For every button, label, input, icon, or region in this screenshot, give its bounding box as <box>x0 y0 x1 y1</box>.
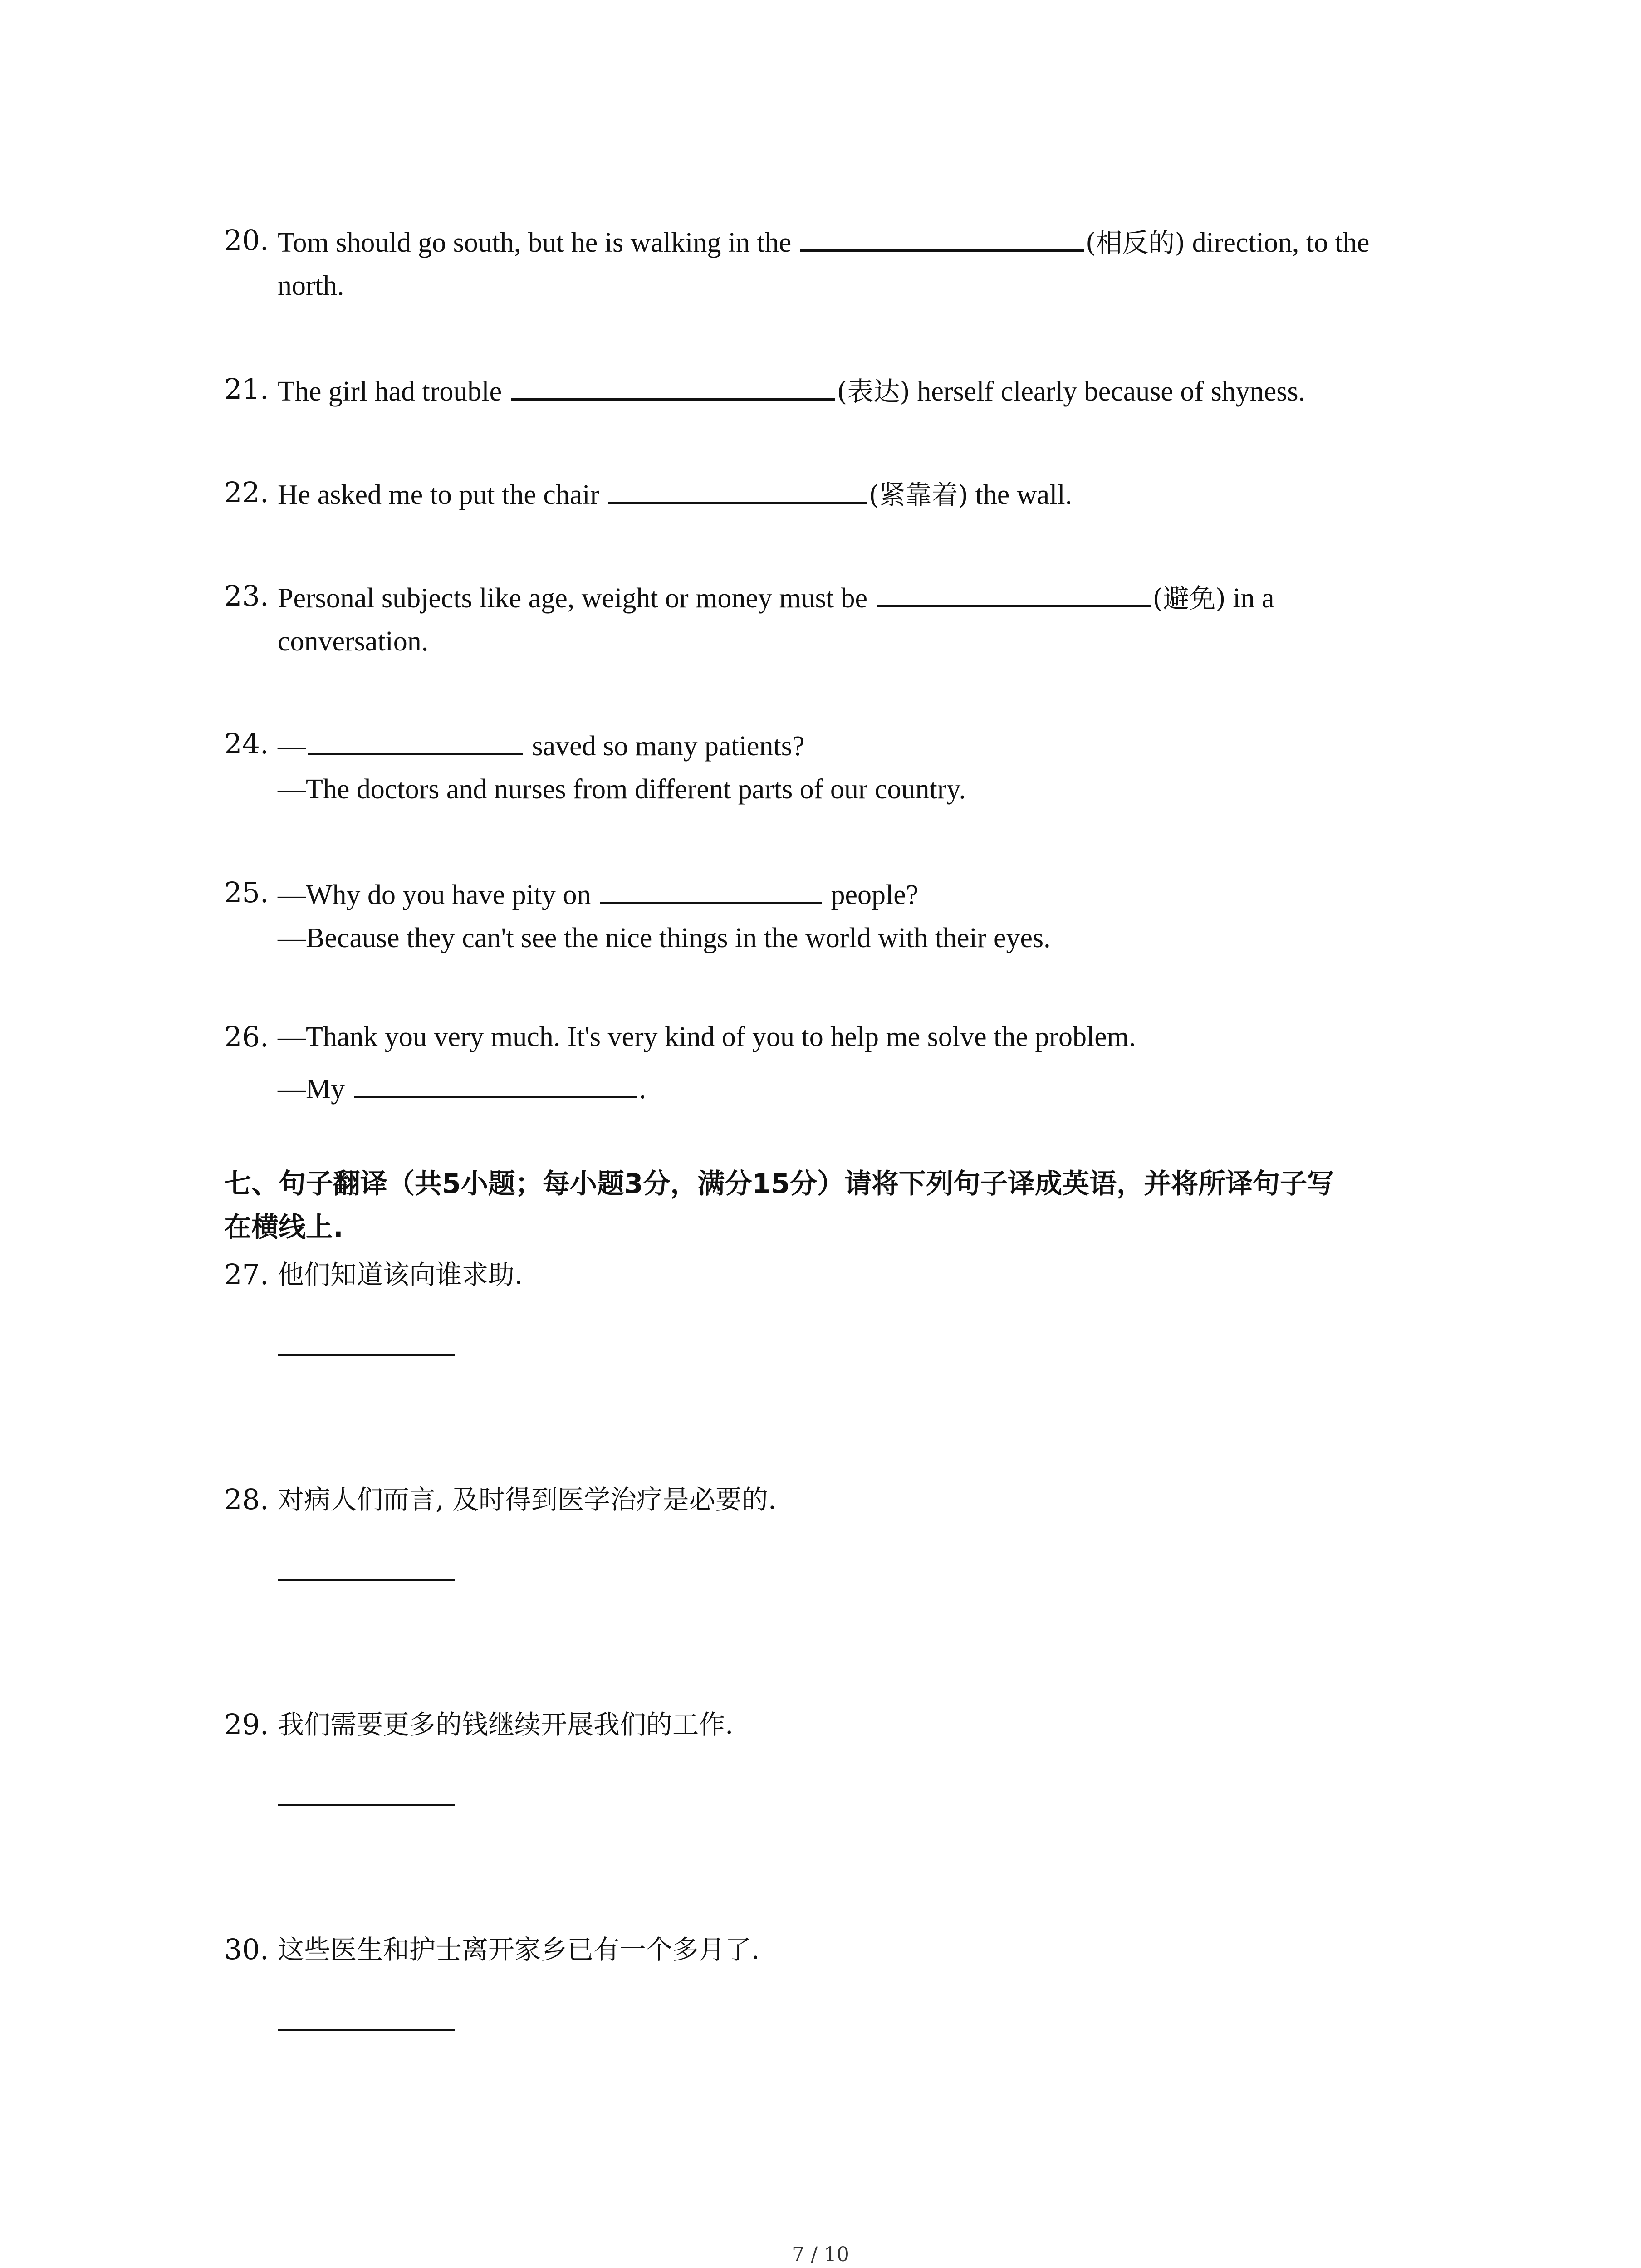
question-23 <box>278 578 1274 616</box>
page-indicator: 7 / 10 <box>792 2243 849 2266</box>
question-21 <box>278 371 1305 410</box>
question-22 <box>278 474 1072 513</box>
q21-text-before: The girl had trouble <box>278 376 502 407</box>
question-24 <box>278 726 804 764</box>
q23-text-after: in a <box>1233 583 1274 614</box>
q20-blank[interactable] <box>800 222 1084 252</box>
q22-hint: (紧靠着) <box>868 479 969 510</box>
q20-line2: north. <box>278 270 344 301</box>
q25-blank[interactable] <box>600 875 822 904</box>
section-7-title-line2: 在横线上. <box>224 1212 343 1243</box>
q21-hint: (表达) <box>837 376 910 407</box>
question-number-22: 22. <box>224 476 269 509</box>
q24-line2: —The doctors and nurses from different parts of our country. <box>278 774 966 805</box>
question-number-28: 28. <box>224 1483 269 1516</box>
translation-27-answer-line[interactable] <box>278 1354 455 1356</box>
translation-29-answer-line[interactable] <box>278 1804 455 1806</box>
question-number-27: 27. <box>224 1258 269 1291</box>
question-number-30: 30. <box>224 1933 269 1966</box>
question-number-24: 24. <box>224 727 269 760</box>
question-26 <box>278 1069 646 1107</box>
translation-28-text: 对病人们而言, 及时得到医学治疗是必要的. <box>278 1484 777 1515</box>
q20-text-before: Tom should go south, but he is walking in the <box>278 227 792 258</box>
section-7-title-line1: 七、句子翻译（共5小题；每小题3分，满分15分）请将下列句子译成英语，并将所译句子写 <box>224 1168 1334 1200</box>
q26-line1: —Thank you very much. It's very kind of you to help me solve the problem. <box>278 1022 1136 1052</box>
question-20 <box>278 222 1369 261</box>
q24-text-after: saved so many patients? <box>532 731 805 762</box>
q23-blank[interactable] <box>877 578 1151 607</box>
translation-30-text: 这些医生和护士离开家乡已有一个多月了. <box>278 1934 760 1965</box>
q20-hint: (相反的) <box>1085 227 1185 258</box>
q20-text-after: direction, to the <box>1192 227 1370 258</box>
question-number-21: 21. <box>224 372 269 406</box>
question-number-29: 29. <box>224 1708 269 1741</box>
translation-30-answer-line[interactable] <box>278 2029 455 2031</box>
question-number-26: 26. <box>224 1020 269 1053</box>
q25-line2: —Because they can't see the nice things in the world with their eyes. <box>278 923 1051 953</box>
question-number-20: 20. <box>224 224 269 257</box>
question-number-25: 25. <box>224 876 269 909</box>
question-number-23: 23. <box>224 579 269 612</box>
q22-blank[interactable] <box>608 474 867 504</box>
q24-blank[interactable] <box>308 726 523 755</box>
translation-27-text: 他们知道该向谁求助. <box>278 1259 523 1290</box>
q25-text-before: —Why do you have pity on <box>278 880 591 910</box>
q21-text-after: herself clearly because of shyness. <box>917 376 1305 407</box>
q23-line2: conversation. <box>278 626 429 657</box>
q23-hint: (避免) <box>1152 583 1226 614</box>
translation-28-answer-line[interactable] <box>278 1579 455 1581</box>
q26-text-after: . <box>639 1074 647 1105</box>
q22-text-before: He asked me to put the chair <box>278 479 600 510</box>
question-25 <box>278 875 918 913</box>
q23-text-before: Personal subjects like age, weight or money must be <box>278 583 868 614</box>
q25-text-after: people? <box>831 880 919 910</box>
q26-blank[interactable] <box>354 1069 637 1098</box>
q21-blank[interactable] <box>511 371 835 401</box>
q26-text-before: —My <box>278 1074 345 1105</box>
translation-29-text: 我们需要更多的钱继续开展我们的工作. <box>278 1709 734 1740</box>
q24-text-before: — <box>278 731 306 762</box>
q22-text-after: the wall. <box>975 479 1073 510</box>
